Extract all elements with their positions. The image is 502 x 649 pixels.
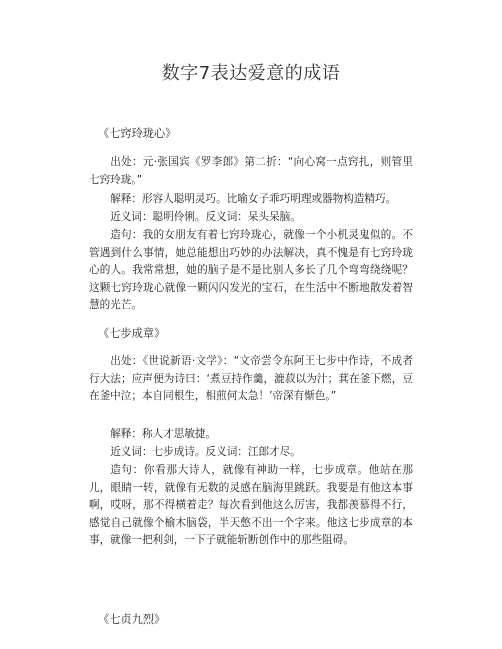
section-heading-qibu: 《七步成章》 — [98, 327, 166, 340]
section-synonyms: 近义词：七步成诗。反义词：江郎才尽。 — [110, 446, 301, 458]
section-explanation: 解释：称人才思敏捷。 — [110, 428, 217, 440]
section-heading-qiqiao: 《七窍玲珑心》 — [98, 127, 177, 140]
section-synonyms: 近义词：聪明伶俐。反义词：呆头呆脑。 — [110, 211, 301, 223]
document-title: 数字7表达爱意的成语 — [161, 63, 341, 84]
section-source: 出处：元·张国宾《罗李郎》第二折：“向心窝一点窍扎，则管里七窍玲珑。” — [89, 156, 413, 186]
section-explanation: 解释：形容人聪明灵巧。比喻女子乖巧明理或器物构造精巧。 — [110, 193, 397, 205]
section-source: 出处：《世说新语·文学》：“文帝尝令东阿王七步中作诗，不成者行大法；应声便为诗曰：‘煮豆持作羹，漉菽以为汁；萁在釜下燃，豆在釜中泣；本自同根生，相煎何太急！’帝深有惭色。” — [89, 355, 413, 403]
section-example: 造句：我的女朋友有着七窍玲珑心，就像一个小机灵鬼似的。不管遇到什么事情，她总能想出巧妙的办法解决，真不愧是有七窍玲珑心的人。我常常想，她的脑子是不是比别人多长了几个弯弯绕绕呢？这颗七窍玲珑心就像一颗闪闪发光的宝石，在生活中不断地散发着智慧的光芒。 — [89, 229, 413, 312]
section-heading-qizhen: 《七贞九烈》 — [98, 613, 166, 626]
section-example: 造句：你看那大诗人，就像有神助一样，七步成章。他站在那儿，眼睛一转，就像有无数的灵感在脑海里跳跃。我要是有他这本事啊，哎呀，那不得横着走？每次看到他这么厉害，我都羡慕得不行，感觉自己就像个榆木脑袋，半天憋不出一个字来。他这七步成章的本事，就像一把利剑，一下子就能斩断创作中的那些阻碍。 — [89, 464, 413, 547]
